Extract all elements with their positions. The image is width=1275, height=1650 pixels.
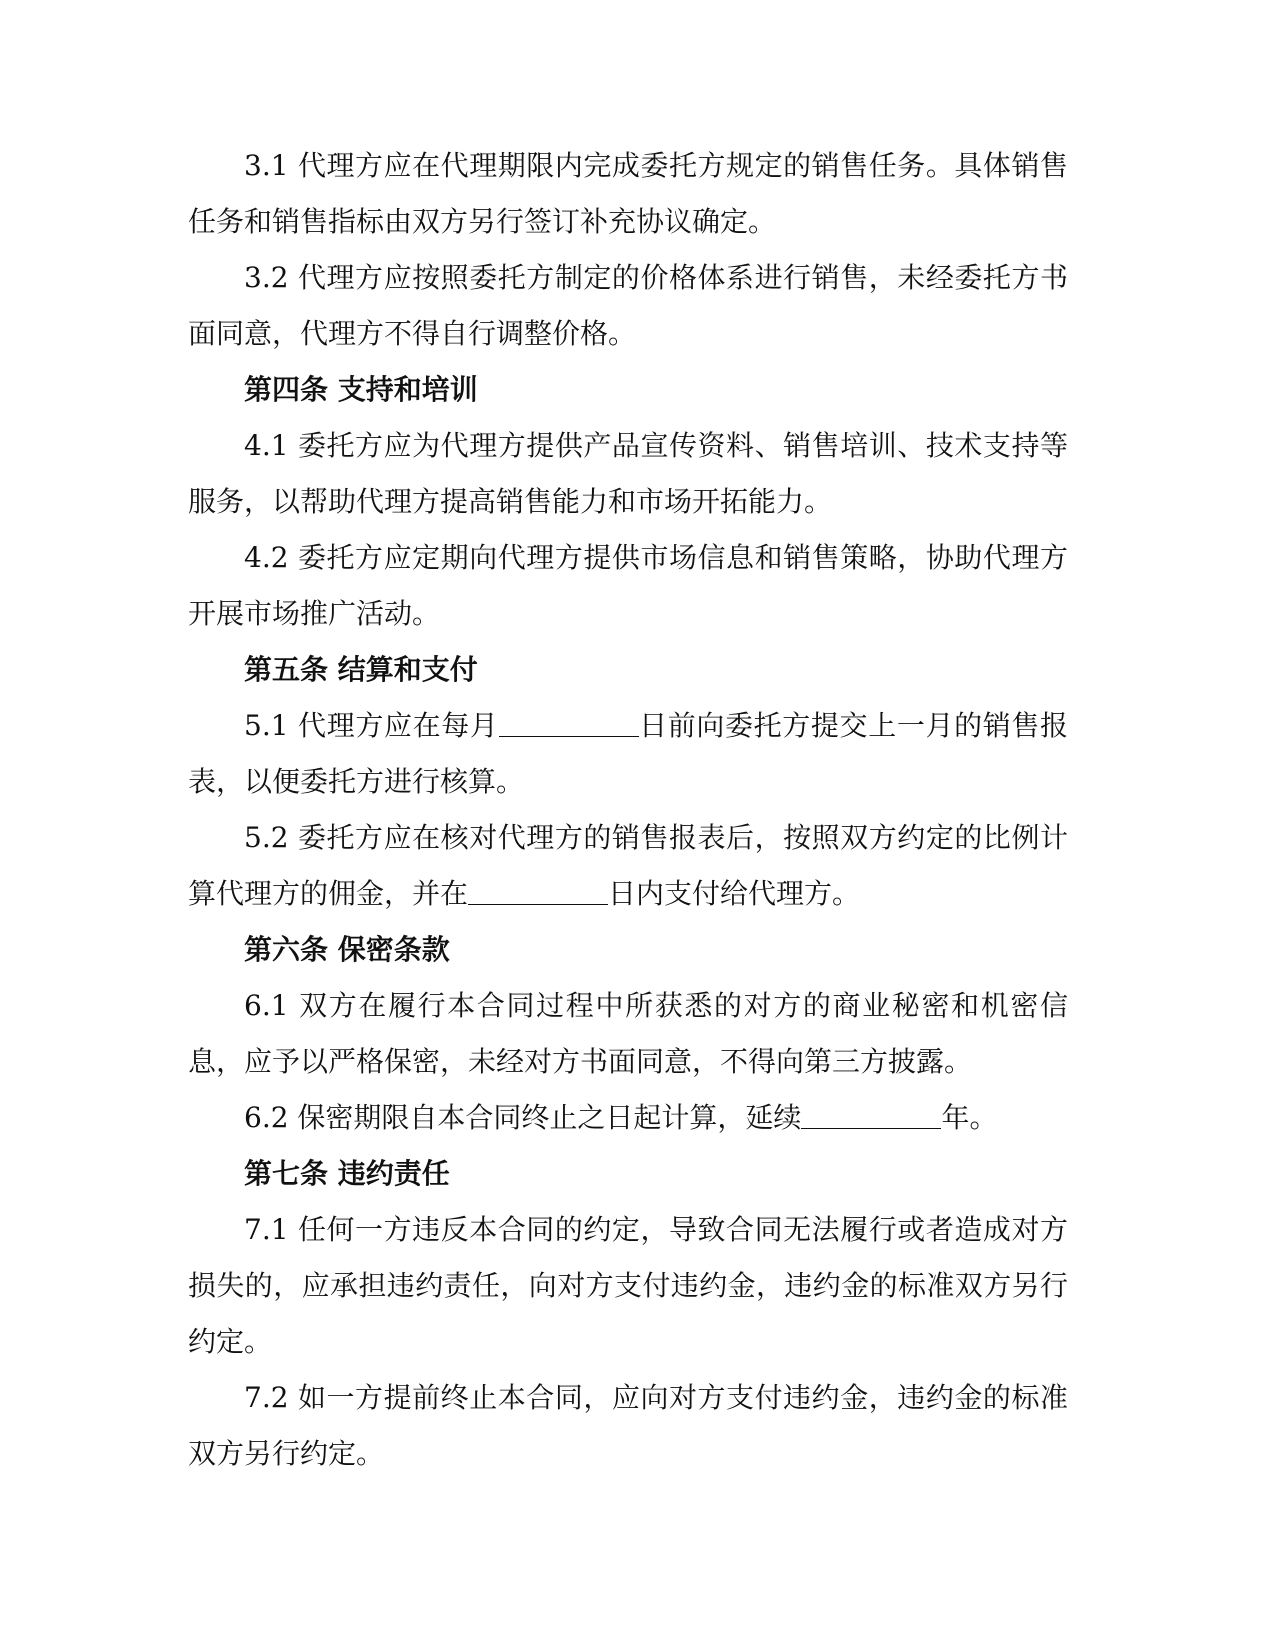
clause-5-2 bbox=[188, 810, 1068, 922]
clause-6-1: 6.1 双方在履行本合同过程中所获悉的对方的商业秘密和机密信息，应予以严格保密，未经对方书面同意，不得向第三方披露。 bbox=[188, 989, 1068, 1078]
clause-4-2: 4.2 委托方应定期向代理方提供市场信息和销售策略，协助代理方开展市场推广活动。 bbox=[188, 541, 1068, 630]
clause-5-1-after: 日前向委托方提交上一月的销售报表，以便委托方进行核算。 bbox=[188, 709, 1068, 798]
clause-3-1: 3.1 代理方应在代理期限内完成委托方规定的销售任务。具体销售任务和销售指标由双方另行签订补充协议确定。 bbox=[188, 149, 1068, 238]
fill-in-blank[interactable] bbox=[468, 876, 608, 905]
clause-5-2-after: 日内支付给代理方。 bbox=[608, 877, 861, 910]
article-5-heading: 第五条 结算和支付 bbox=[244, 653, 478, 686]
clause-5-1 bbox=[188, 698, 1068, 810]
fill-in-blank[interactable] bbox=[801, 1100, 941, 1129]
clause-6-2 bbox=[188, 1090, 1068, 1146]
clause-4-1: 4.1 委托方应为代理方提供产品宣传资料、销售培训、技术支持等服务，以帮助代理方提高销售能力和市场开拓能力。 bbox=[188, 429, 1068, 518]
article-7-heading: 第七条 违约责任 bbox=[244, 1157, 450, 1190]
article-6-heading: 第六条 保密条款 bbox=[244, 933, 450, 966]
clause-3-2: 3.2 代理方应按照委托方制定的价格体系进行销售，未经委托方书面同意，代理方不得自行调整价格。 bbox=[188, 261, 1068, 350]
clause-6-2-after: 年。 bbox=[941, 1101, 998, 1134]
clause-5-1-before: 5.1 代理方应在每月 bbox=[244, 709, 499, 742]
clause-5-2-before: 5.2 委托方应在核对代理方的销售报表后，按照双方约定的比例计算代理方的佣金，并在 bbox=[188, 821, 1068, 910]
clause-7-1: 7.1 任何一方违反本合同的约定，导致合同无法履行或者造成对方损失的，应承担违约责任，向对方支付违约金，违约金的标准双方另行约定。 bbox=[188, 1213, 1068, 1358]
clause-6-2-before: 6.2 保密期限自本合同终止之日起计算，延续 bbox=[244, 1101, 802, 1134]
contract-body bbox=[188, 138, 1068, 1482]
clause-7-2: 7.2 如一方提前终止本合同，应向对方支付违约金，违约金的标准双方另行约定。 bbox=[188, 1381, 1068, 1470]
article-4-heading: 第四条 支持和培训 bbox=[244, 373, 478, 406]
fill-in-blank[interactable] bbox=[499, 708, 639, 737]
